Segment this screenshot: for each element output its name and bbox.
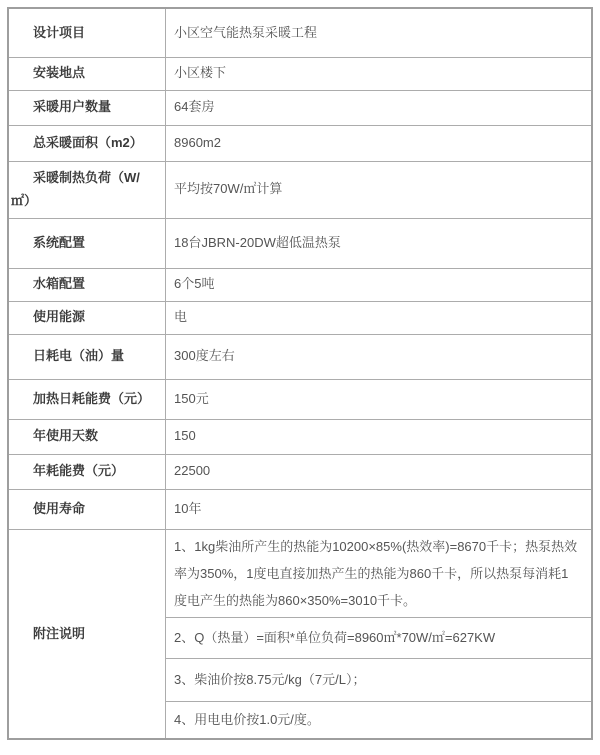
table-row	[8, 301, 592, 334]
table-row	[8, 454, 592, 489]
notes-label: 附注说明	[8, 529, 166, 739]
row-label: 系统配置	[8, 218, 166, 268]
note-item: 3、柴油价按8.75元/kg（7元/L）；	[166, 658, 593, 701]
row-value: 6个5吨	[166, 268, 593, 301]
project-spec-table	[7, 7, 593, 740]
table-row	[8, 90, 592, 125]
table-row	[8, 218, 592, 268]
row-label: 日耗电（油）量	[8, 334, 166, 379]
table-row	[8, 419, 592, 454]
row-value: 小区楼下	[166, 57, 593, 90]
row-value: 小区空气能热泵采暖工程	[166, 8, 593, 57]
row-label: 加热日耗能费（元）	[8, 379, 166, 419]
note-item: 1、1kg柴油所产生的热能为10200×85%(热效率)=8670千卡；热泵热效率为350%，1度电直接加热产生的热能为860千卡，所以热泵每消耗1度电产生的热能为860×350%=3010千卡。	[166, 529, 593, 617]
row-value: 8960m2	[166, 125, 593, 161]
table-row	[8, 268, 592, 301]
row-label: 使用能源	[8, 301, 166, 334]
row-label: 年使用天数	[8, 419, 166, 454]
row-label: 水箱配置	[8, 268, 166, 301]
row-value: 平均按70W/㎡计算	[166, 161, 593, 218]
row-label: 设计项目	[8, 8, 166, 57]
table-row	[8, 161, 592, 218]
table-row	[8, 125, 592, 161]
row-value: 22500	[166, 454, 593, 489]
row-value: 150	[166, 419, 593, 454]
row-value: 64套房	[166, 90, 593, 125]
note-item: 4、用电电价按1.0元/度。	[166, 701, 593, 739]
row-label: 采暖制热负荷（W/㎡）	[8, 161, 166, 218]
row-label: 采暖用户数量	[8, 90, 166, 125]
note-item: 2、Q（热量）=面积*单位负荷=8960㎡*70W/㎡=627KW	[166, 617, 593, 658]
row-value: 电	[166, 301, 593, 334]
row-value: 300度左右	[166, 334, 593, 379]
row-label: 总采暖面积（m2）	[8, 125, 166, 161]
row-value: 18台JBRN-20DW超低温热泵	[166, 218, 593, 268]
row-label: 年耗能费（元）	[8, 454, 166, 489]
table-row	[8, 57, 592, 90]
row-value: 150元	[166, 379, 593, 419]
table-row-notes	[8, 529, 592, 617]
table-row	[8, 379, 592, 419]
row-value: 10年	[166, 489, 593, 529]
table-row	[8, 489, 592, 529]
table-row	[8, 334, 592, 379]
row-label: 使用寿命	[8, 489, 166, 529]
row-label: 安装地点	[8, 57, 166, 90]
table-row	[8, 8, 592, 57]
